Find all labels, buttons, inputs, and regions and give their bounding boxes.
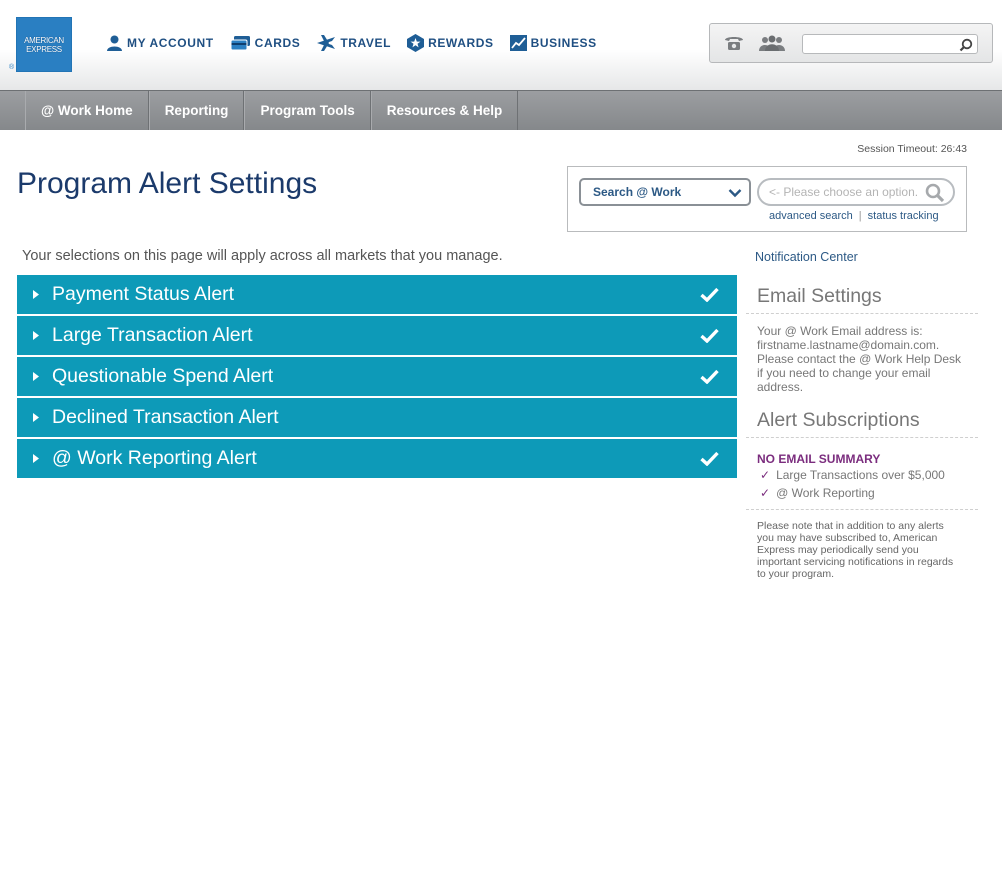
logo-wordmark <box>24 36 64 54</box>
note-line: you may have subscribed to, American <box>757 532 938 544</box>
top-nav-business[interactable] <box>510 34 597 52</box>
top-nav-travel[interactable] <box>316 34 391 52</box>
email-text-line: firstname.lastname@domain.com. <box>757 338 940 352</box>
chevron-down-icon <box>728 188 742 198</box>
user-icon <box>106 35 123 51</box>
main-nav-bar <box>0 90 1002 130</box>
divider <box>746 437 978 438</box>
amex-logo[interactable] <box>16 17 72 72</box>
alert-payment-status[interactable] <box>17 275 737 314</box>
tab-reporting[interactable]: Reporting <box>149 91 245 130</box>
search-option-input[interactable] <box>759 180 919 204</box>
search-icon[interactable] <box>959 38 973 52</box>
subscription-label: @ Work Reporting <box>776 486 875 500</box>
top-nav-label: REWARDS <box>428 36 494 50</box>
email-text-line: Please contact the @ Work Help Desk <box>757 352 962 366</box>
search-icon[interactable] <box>925 183 945 203</box>
link-separator: | <box>858 210 862 222</box>
notification-center-link[interactable]: Notification Center <box>755 250 858 264</box>
status-tracking-link[interactable]: status tracking <box>867 210 939 222</box>
caret-right-icon <box>33 331 39 340</box>
logo-line-1: AMERICAN <box>24 35 64 45</box>
tab-resources-help[interactable]: Resources & Help <box>371 91 519 130</box>
alert-declined-transaction[interactable] <box>17 398 737 437</box>
note-line: to your program. <box>757 568 835 580</box>
page-title: Program Alert Settings <box>17 167 318 200</box>
alert-label: Questionable Spend Alert <box>52 365 274 387</box>
logo-line-2: EXPRESS <box>26 44 62 54</box>
tab-work-home[interactable]: @ Work Home <box>25 91 149 130</box>
top-nav-label: TRAVEL <box>340 36 392 50</box>
search-scope-select[interactable] <box>579 178 751 206</box>
servicing-note <box>757 520 972 580</box>
alert-list <box>17 275 737 480</box>
subscription-label: Large Transactions over $5,000 <box>776 468 945 482</box>
alert-questionable-spend[interactable] <box>17 357 737 396</box>
star-badge-icon <box>407 34 424 52</box>
checkmark-icon <box>700 369 719 384</box>
search-work-panel <box>567 166 967 232</box>
caret-right-icon <box>33 372 39 381</box>
alert-large-transaction[interactable] <box>17 316 737 355</box>
checkmark-icon <box>700 328 719 343</box>
cards-icon <box>230 35 251 51</box>
chart-icon <box>510 35 527 51</box>
top-nav-label: CARDS <box>254 36 301 50</box>
tab-program-tools[interactable]: Program Tools <box>244 91 370 130</box>
check-icon: ✓ <box>760 468 771 482</box>
alert-label: Large Transaction Alert <box>52 324 253 346</box>
session-timeout: Session Timeout: 26:43 <box>857 143 967 155</box>
top-nav-rewards[interactable] <box>407 34 494 52</box>
intro-text: Your selections on this page will apply across all markets that you manage. <box>22 248 503 264</box>
note-line: Express may periodically send you <box>757 544 919 556</box>
alert-subscriptions-heading: Alert Subscriptions <box>757 409 920 431</box>
subscription-item <box>760 468 945 482</box>
alert-label: Payment Status Alert <box>52 283 235 305</box>
check-icon: ✓ <box>760 486 771 500</box>
utility-box <box>709 23 993 63</box>
search-links <box>769 210 939 222</box>
alert-work-reporting[interactable] <box>17 439 737 478</box>
email-settings-heading: Email Settings <box>757 285 882 307</box>
alert-label: Declined Transaction Alert <box>52 406 279 428</box>
top-search-field[interactable] <box>802 34 978 54</box>
divider <box>746 509 978 510</box>
subscription-item <box>760 486 875 500</box>
search-option-field[interactable] <box>757 178 955 206</box>
divider <box>746 313 978 314</box>
note-line: important servicing notifications in regards <box>757 556 954 568</box>
caret-right-icon <box>33 290 39 299</box>
checkmark-icon <box>700 287 719 302</box>
note-line: Please note that in addition to any alerts <box>757 520 944 532</box>
email-text-line: address. <box>757 380 804 394</box>
top-nav-cards[interactable] <box>230 34 301 52</box>
top-nav-label: BUSINESS <box>530 36 597 50</box>
email-text-line: if you need to change your email <box>757 366 931 380</box>
email-text-line: Your @ Work Email address is: <box>757 324 923 338</box>
search-scope-value: Search @ Work <box>593 185 682 199</box>
alert-label: @ Work Reporting Alert <box>52 447 257 469</box>
registered-mark: ® <box>9 64 15 71</box>
caret-right-icon <box>33 413 39 422</box>
airplane-icon <box>316 34 336 52</box>
advanced-search-link[interactable]: advanced search <box>769 210 853 222</box>
top-search-input[interactable] <box>803 35 953 53</box>
people-icon[interactable] <box>758 35 786 51</box>
email-settings-text <box>757 324 961 394</box>
no-email-summary: NO EMAIL SUMMARY <box>757 452 881 466</box>
top-header <box>0 0 1002 90</box>
phone-icon[interactable] <box>724 35 744 51</box>
top-nav <box>106 34 613 52</box>
top-nav-my-account[interactable] <box>106 34 214 52</box>
caret-right-icon <box>33 454 39 463</box>
checkmark-icon <box>700 451 719 466</box>
top-nav-label: MY ACCOUNT <box>127 36 214 50</box>
